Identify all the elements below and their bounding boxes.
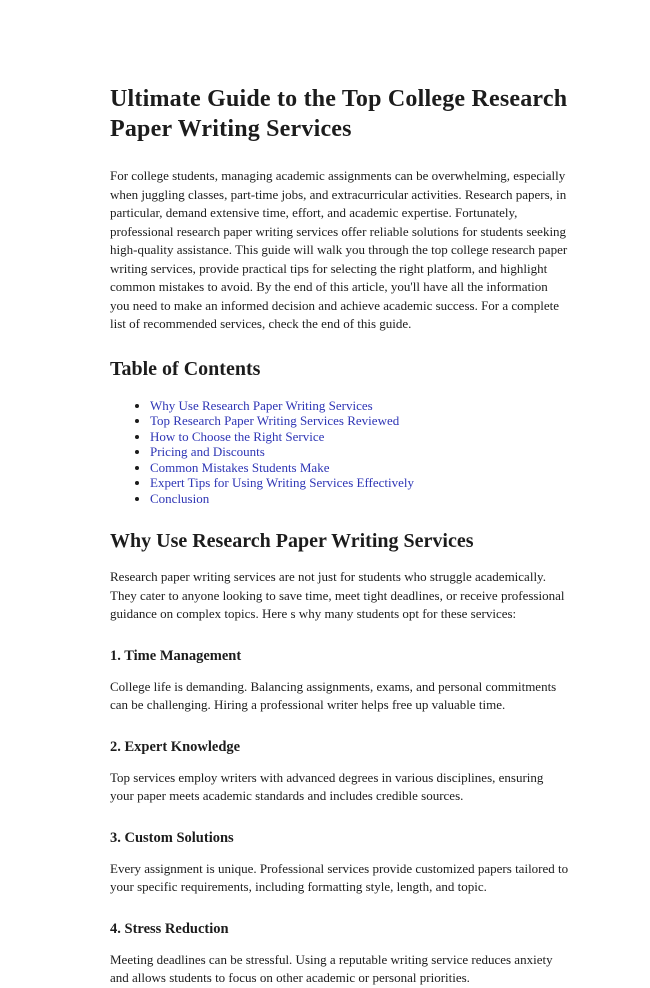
toc-link-top-services-reviewed[interactable]: Top Research Paper Writing Services Reviewed <box>150 413 400 428</box>
toc-link-why-use-services[interactable]: Why Use Research Paper Writing Services <box>150 397 373 413</box>
subsection-heading-stress-reduction: 4. Stress Reduction <box>110 920 229 937</box>
toc-item <box>150 491 570 507</box>
section-heading-why-use: Why Use Research Paper Writing Services <box>110 530 474 552</box>
subsection-heading-expert-knowledge: 2. Expert Knowledge <box>110 738 241 755</box>
subsection-heading-time-management: 1. Time Management <box>110 647 242 664</box>
section-body-why-use: Research paper writing services are not just for students who struggle academically. They cater to anyone looking to save time, meet tight deadlines, or receive professional guidance on complex topics. Here s why many students opt for these services: <box>110 569 565 621</box>
toc-heading: Table of Contents <box>110 357 261 380</box>
toc-link-pricing-discounts[interactable]: Pricing and Discounts <box>150 444 265 459</box>
intro-paragraph: For college students, managing academic assignments can be overwhelming, especially when juggling classes, part-time jobs, and extracurricular activities. Research papers, in particular, demand extensive time, effort, and academic expertise. Fortunately, professional research paper writing services offer reliable solutions for students seeking high-quality assistance. This guide will walk you through the top college research paper writing services, provide practical tips for selecting the right platform, and highlight common mistakes to avoid. By the end of this article, you'll have all the information you need to make an informed decision and achieve academic success. For a complete list of recommended services, check the end of this guide. <box>110 168 568 331</box>
page-title: Ultimate Guide to the Top College Research Paper Writing Services <box>110 86 568 142</box>
subsection-body-stress-reduction: Meeting deadlines can be stressful. Using a reputable writing service reduces anxiety and allows students to focus on other academic or personal priorities. <box>110 951 553 985</box>
toc-list <box>110 398 570 507</box>
toc-item <box>150 475 570 491</box>
subsection-body-time-management: College life is demanding. Balancing assignments, exams, and personal commitments can be challenging. Hiring a professional writer helps free up valuable time. <box>110 678 557 712</box>
toc-link-expert-tips[interactable]: Expert Tips for Using Writing Services Effectively <box>150 475 415 490</box>
toc-item <box>150 460 570 476</box>
toc-item <box>150 413 570 429</box>
toc-link-choose-right-service[interactable]: How to Choose the Right Service <box>150 428 325 444</box>
toc-link-common-mistakes[interactable]: Common Mistakes Students Make <box>150 459 330 475</box>
toc-item <box>150 398 570 414</box>
toc-item <box>150 429 570 445</box>
subsection-body-expert-knowledge: Top services employ writers with advanced degrees in various disciplines, ensuring your paper meets academic standards and includes credible sources. <box>110 769 544 803</box>
toc-item <box>150 444 570 460</box>
subsection-body-custom-solutions: Every assignment is unique. Professional services provide customized papers tailored to your specific requirements, including formatting style, length, and topic. <box>110 860 569 894</box>
toc-link-conclusion[interactable]: Conclusion <box>150 490 210 506</box>
subsection-heading-custom-solutions: 3. Custom Solutions <box>110 829 234 846</box>
